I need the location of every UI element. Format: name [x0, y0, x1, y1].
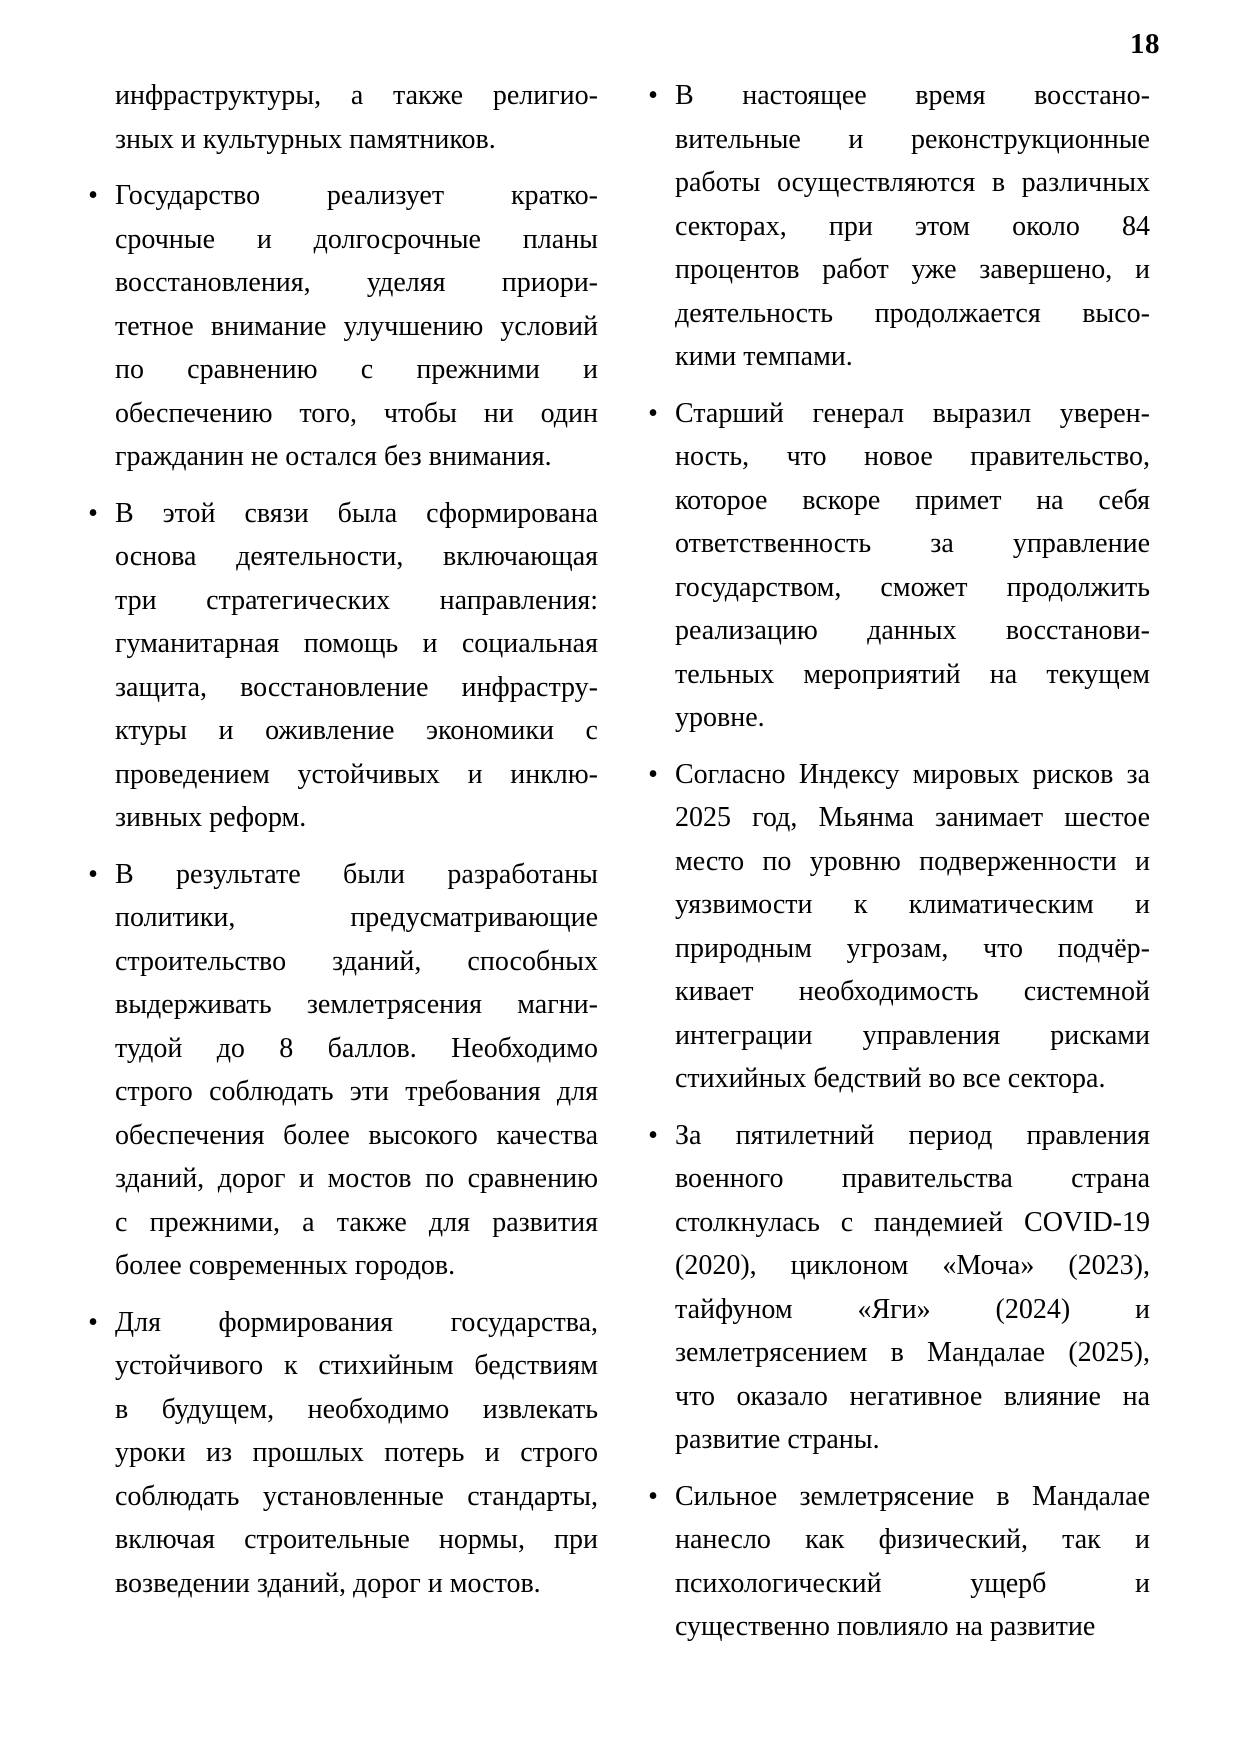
bullet-item: [88, 853, 598, 1288]
text-line: гражданин не остался без внимания.: [115, 441, 552, 472]
text-line: политики, предусматривающие: [115, 902, 598, 933]
bullet-icon: •: [88, 1306, 98, 1338]
text-line: в будущем, необходимо извлекать: [115, 1393, 598, 1425]
text-column-left: [88, 74, 598, 1649]
text-line: более современных городов.: [115, 1250, 456, 1281]
text-line: строго соблюдать эти требования для: [115, 1076, 598, 1107]
text-line: гуманитарная помощь и социальная: [115, 628, 598, 659]
bullet-item: [88, 174, 598, 479]
text-line: тудой до 8 баллов. Необходимо: [115, 1032, 598, 1064]
text-line: существенно повлияло на развитие: [675, 1611, 1096, 1642]
text-line: столкнулась с пандемией COVID-19: [675, 1206, 1150, 1238]
bullet-icon: •: [648, 80, 658, 111]
bullet-item: [648, 1114, 1150, 1462]
text-line: работы осуществляются в различных: [675, 167, 1150, 198]
text-line: зных и культурных памятников.: [115, 123, 496, 155]
text-column-right: [648, 74, 1150, 1649]
bullet-item: [648, 753, 1150, 1101]
text-line: три стратегических направления:: [115, 584, 598, 616]
bullet-item: [648, 392, 1150, 740]
text-line: обеспечения более высокого качества: [115, 1119, 598, 1151]
text-line: землетрясением в Мандалае (2025),: [675, 1337, 1150, 1368]
text-line: строительство зданий, способных: [115, 945, 598, 977]
text-line: вительные и реконструкционные: [675, 123, 1150, 155]
text-line: выдерживать землетрясения магни-: [115, 989, 598, 1020]
text-line: возведении зданий, дорог и мостов.: [115, 1567, 541, 1599]
text-line: место по уровню подверженности и: [675, 845, 1150, 877]
bullet-icon: •: [648, 1119, 658, 1151]
text-line: Согласно Индексу мировых рисков за: [675, 758, 1150, 790]
bullet-item: [648, 1475, 1150, 1649]
text-line: восстановления, уделяя приори-: [115, 267, 598, 298]
text-line: ность, что новое правительство,: [675, 441, 1150, 472]
text-line: В результате были разработаны: [115, 858, 598, 890]
text-line: нанесло как физический, так и: [675, 1524, 1150, 1555]
text-line: уровне.: [675, 702, 765, 733]
bullet-item: [88, 1301, 598, 1606]
text-line: развитие страны.: [675, 1424, 880, 1455]
text-line: зданий, дорог и мостов по сравнению: [115, 1163, 598, 1194]
text-line: В настоящее время восстано-: [675, 80, 1150, 111]
bullet-item: [88, 492, 598, 840]
text-line: ктуры и оживление экономики с: [115, 715, 598, 746]
text-line: Сильное землетрясение в Мандалае: [675, 1480, 1150, 1512]
text-line: уязвимости к климатическим и: [675, 889, 1150, 920]
page-content: [88, 74, 1150, 1649]
text-line: ответственность за управление: [675, 528, 1150, 559]
text-line: (2020), циклоном «Моча» (2023),: [675, 1250, 1150, 1281]
text-line: кивает необходимость системной: [675, 976, 1150, 1007]
paragraph-continuation: [115, 74, 598, 161]
text-line: стихийных бедствий во все сектора.: [675, 1063, 1106, 1094]
text-line: включая строительные нормы, при: [115, 1524, 598, 1555]
text-line: природным угрозам, что подчёр-: [675, 932, 1150, 964]
bullet-item: [648, 74, 1150, 379]
text-line: зивных реформ.: [115, 802, 307, 833]
text-line: психологический ущерб и: [675, 1567, 1150, 1599]
text-line: инфраструктуры, а также религио-: [115, 80, 598, 111]
bullet-icon: •: [648, 758, 658, 790]
bullet-icon: •: [88, 858, 98, 890]
text-line: что оказало негативное влияние на: [675, 1380, 1150, 1412]
text-line: по сравнению с прежними и: [115, 354, 598, 385]
text-line: государством, сможет продолжить: [675, 571, 1150, 603]
bullet-icon: •: [88, 180, 98, 211]
text-line: соблюдать установленные стандарты,: [115, 1480, 598, 1512]
text-line: срочные и долгосрочные планы: [115, 223, 598, 255]
text-line: устойчивого к стихийным бедствиям: [115, 1350, 598, 1381]
bullet-icon: •: [648, 397, 658, 429]
text-line: которое вскоре примет на себя: [675, 484, 1150, 516]
text-line: тетное внимание улучшению условий: [115, 310, 598, 342]
text-line: 2025 год, Мьянма занимает шестое: [675, 802, 1150, 833]
page-number: 18: [1130, 28, 1160, 60]
text-line: основа деятельности, включающая: [115, 541, 598, 572]
bullet-icon: •: [88, 497, 98, 529]
text-line: деятельность продолжается высо-: [675, 297, 1150, 329]
text-line: Старший генерал выразил уверен-: [675, 397, 1150, 429]
text-line: тайфуном «Яги» (2024) и: [675, 1293, 1150, 1325]
text-line: В этой связи была сформирована: [115, 497, 598, 529]
text-line: с прежними, а также для развития: [115, 1206, 598, 1238]
bullet-icon: •: [648, 1480, 658, 1512]
text-line: защита, восстановление инфрастру-: [115, 671, 598, 703]
text-line: проведением устойчивых и инклю-: [115, 758, 598, 790]
text-line: реализацию данных восстанови-: [675, 615, 1150, 646]
text-line: секторах, при этом около 84: [675, 210, 1150, 242]
text-line: процентов работ уже завершено, и: [675, 254, 1150, 285]
text-line: Для формирования государства,: [115, 1306, 598, 1338]
text-line: обеспечению того, чтобы ни один: [115, 397, 598, 429]
text-line: За пятилетний период правления: [675, 1119, 1150, 1151]
text-line: Государство реализует кратко-: [115, 180, 598, 211]
text-line: уроки из прошлых потерь и строго: [115, 1437, 598, 1468]
text-line: тельных мероприятий на текущем: [675, 658, 1150, 690]
text-line: военного правительства страна: [675, 1163, 1150, 1194]
text-line: интеграции управления рисками: [675, 1019, 1150, 1051]
text-line: кими темпами.: [675, 341, 853, 372]
